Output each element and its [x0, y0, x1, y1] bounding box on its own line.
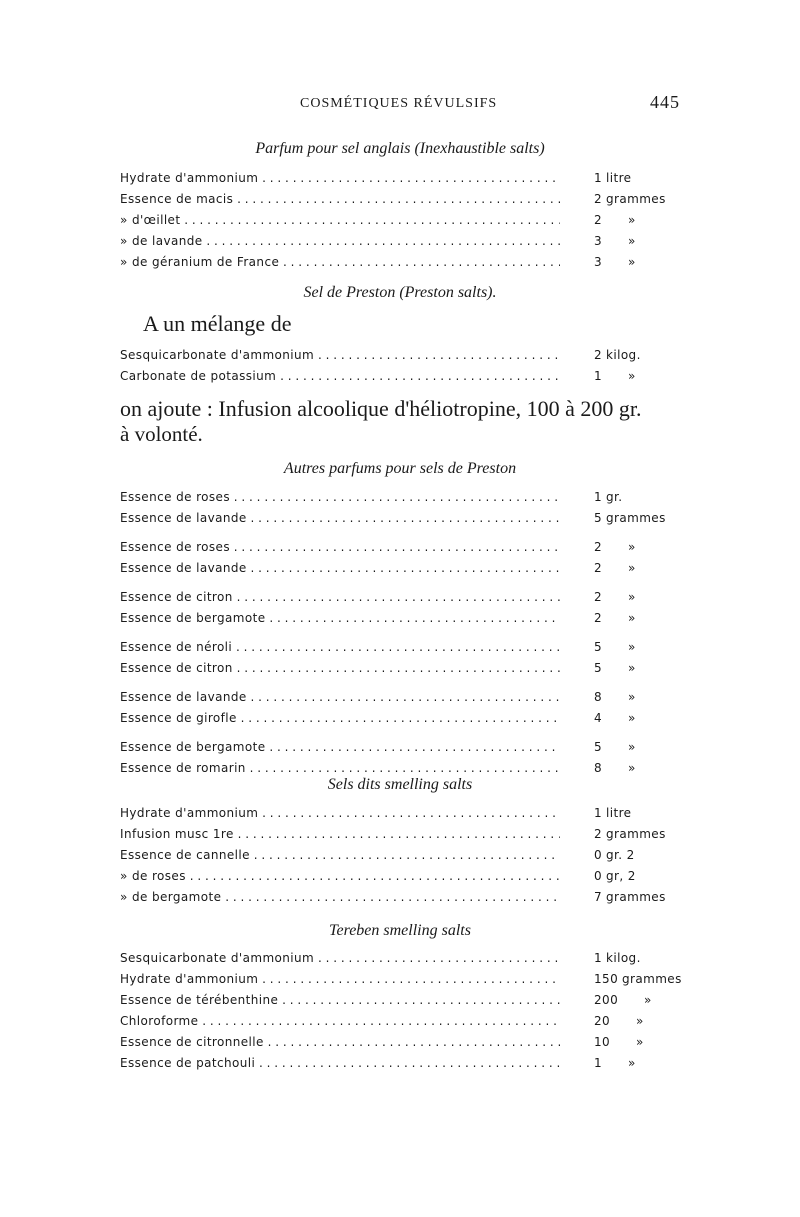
ingredient-amount: 2: [594, 192, 603, 206]
ingredient-unit: gr, 2: [606, 869, 636, 883]
ingredient-label: Chloroforme . . .: [120, 1011, 560, 1032]
ingredient-amount: 5: [594, 640, 603, 654]
table-row: [120, 345, 680, 366]
table-row: [120, 210, 680, 231]
ingredient-label: Essence de lavande . . .: [120, 508, 560, 529]
ingredient-amount: 5: [594, 740, 603, 754]
ingredient-amount: 1: [594, 951, 603, 965]
ingredient-label: Essence de girofle . . .: [120, 708, 560, 729]
ingredient-amount: 5: [594, 661, 603, 675]
table-row: [120, 608, 680, 629]
ditto-mark: »: [628, 640, 636, 654]
table-row: [120, 558, 680, 579]
ingredient-label: » de lavande . . .: [120, 231, 560, 252]
ditto-mark: »: [628, 711, 636, 725]
ingredient-unit: grammes: [622, 972, 682, 986]
ingredient-label: Essence de citronnelle . . .: [120, 1032, 560, 1053]
table-row: [120, 537, 680, 558]
table-row: [120, 637, 680, 658]
ingredient-label: » de géranium de France . . .: [120, 252, 560, 273]
ingredient-amount: 200: [594, 993, 619, 1007]
ditto-mark: »: [628, 611, 636, 625]
ingredient-amount: 8: [594, 690, 603, 704]
ingredient-label: Essence de bergamote . . .: [120, 737, 560, 758]
ingredient-unit: gr. 2: [606, 848, 635, 862]
ingredient-label: Essence de lavande . . .: [120, 558, 560, 579]
ingredient-amount: 10: [594, 1035, 611, 1049]
table-row: [120, 231, 680, 252]
ditto-mark: »: [636, 1014, 644, 1028]
ingredient-label: Sesquicarbonate d'ammonium . . .: [120, 948, 560, 969]
ditto-mark: »: [628, 1056, 636, 1070]
ingredient-label: Hydrate d'ammonium . . .: [120, 803, 560, 824]
running-head: [120, 92, 680, 116]
row-spacer: [120, 579, 680, 587]
ingredient-amount: 5: [594, 511, 603, 525]
ditto-mark: »: [628, 690, 636, 704]
table-row: [120, 969, 680, 990]
table-row: [120, 1053, 680, 1074]
ingredient-label: Essence de néroli . . .: [120, 637, 560, 658]
table-row: [120, 1011, 680, 1032]
ingredient-amount: 0: [594, 869, 603, 883]
ditto-mark: »: [636, 1035, 644, 1049]
ingredient-amount: 2: [594, 611, 603, 625]
ingredient-label: Essence de macis . . .: [120, 189, 560, 210]
table-row: [120, 948, 680, 969]
row-spacer: [120, 529, 680, 537]
table-row: [120, 845, 680, 866]
ingredient-amount: 1: [594, 490, 603, 504]
ingredient-unit: litre: [606, 171, 632, 185]
ingredient-label: Essence de citron . . .: [120, 587, 560, 608]
recipe-table-tereben-smelling-salts: [120, 948, 680, 1074]
ingredient-amount: 0: [594, 848, 603, 862]
table-row: [120, 887, 680, 908]
ingredient-amount: 20: [594, 1014, 611, 1028]
ingredient-label: Hydrate d'ammonium . . .: [120, 969, 560, 990]
ingredient-amount: 7: [594, 890, 603, 904]
table-row: [120, 1032, 680, 1053]
ditto-mark: »: [628, 213, 636, 227]
ingredient-amount: 150: [594, 972, 619, 986]
section-heading-tereben-smelling-salts: Tereben smelling salts: [329, 922, 471, 939]
ingredient-label: Hydrate d'ammonium . . .: [120, 168, 560, 189]
row-spacer: [120, 629, 680, 637]
ingredient-label: Essence de citron . . .: [120, 658, 560, 679]
ingredient-unit: grammes: [606, 890, 666, 904]
ingredient-amount: 2: [594, 590, 603, 604]
table-row: [120, 487, 680, 508]
ingredient-label: Essence de romarin . . .: [120, 758, 560, 779]
section-heading-smelling-salts: Sels dits smelling salts: [327, 776, 473, 793]
table-row: [120, 990, 680, 1011]
ditto-mark: »: [628, 590, 636, 604]
ingredient-label: Essence de bergamote . . .: [120, 608, 560, 629]
table-row: [120, 587, 680, 608]
ingredient-amount: 3: [594, 234, 603, 248]
ingredient-label: Sesquicarbonate d'ammonium . . .: [120, 345, 560, 366]
recipe-table-preston-salts: [120, 345, 680, 387]
section-heading-inexhaustible-salts: Parfum pour sel anglais (Inexhaustible salts): [255, 140, 545, 157]
ingredient-unit: grammes: [606, 827, 666, 841]
ditto-mark: »: [628, 369, 636, 383]
running-head-title: COSMÉTIQUES RÉVULSIFS: [300, 96, 498, 111]
ingredient-label: Essence de lavande . . .: [120, 687, 560, 708]
ingredient-label: » de bergamote . . .: [120, 887, 560, 908]
ditto-mark: »: [628, 234, 636, 248]
ingredient-label: Essence de térébenthine . . .: [120, 990, 560, 1011]
ingredient-label: Essence de roses . . .: [120, 537, 560, 558]
ditto-mark: »: [628, 540, 636, 554]
ingredient-amount: 1: [594, 369, 603, 383]
ingredient-unit: litre: [606, 806, 632, 820]
ingredient-amount: 3: [594, 255, 603, 269]
recipe-table-other-preston-perfumes: [120, 487, 680, 779]
ingredient-unit: grammes: [606, 511, 666, 525]
ingredient-amount: 2: [594, 827, 603, 841]
ingredient-amount: 2: [594, 561, 603, 575]
ingredient-label: » d'œillet . . .: [120, 210, 560, 231]
ditto-mark: »: [628, 561, 636, 575]
table-row: [120, 866, 680, 887]
ingredient-label: » de roses . . .: [120, 866, 560, 887]
page-number: 445: [650, 92, 680, 112]
row-spacer: [120, 679, 680, 687]
intro-text: A un mélange de: [143, 311, 292, 336]
ditto-mark: »: [644, 993, 652, 1007]
ditto-mark: »: [628, 740, 636, 754]
outro-text-line-1: on ajoute : Infusion alcoolique d'héliotropine, 100 à 200 gr.: [120, 396, 642, 421]
table-row: [120, 708, 680, 729]
ingredient-amount: 1: [594, 1056, 603, 1070]
table-row: [120, 366, 680, 387]
ingredient-label: Essence de roses . . .: [120, 487, 560, 508]
recipe-table-smelling-salts: [120, 803, 680, 908]
table-row: [120, 508, 680, 529]
row-spacer: [120, 729, 680, 737]
ingredient-label: Essence de patchouli . . .: [120, 1053, 560, 1074]
ingredient-amount: 2: [594, 213, 603, 227]
ingredient-amount: 1: [594, 171, 603, 185]
table-row: [120, 824, 680, 845]
table-row: [120, 658, 680, 679]
ingredient-unit: gr.: [606, 490, 623, 504]
ditto-mark: »: [628, 661, 636, 675]
ingredient-label: Carbonate de potassium . . .: [120, 366, 560, 387]
recipe-table-inexhaustible-salts: [120, 168, 680, 273]
ditto-mark: »: [628, 255, 636, 269]
table-row: [120, 803, 680, 824]
ingredient-amount: 4: [594, 711, 603, 725]
section-heading-preston-salts: Sel de Preston (Preston salts).: [303, 284, 497, 301]
ingredient-amount: 2: [594, 540, 603, 554]
table-row: [120, 252, 680, 273]
ingredient-unit: kilog.: [606, 348, 641, 362]
outro-text-line-2: à volonté.: [120, 422, 203, 446]
table-row: [120, 687, 680, 708]
ingredient-amount: 8: [594, 761, 603, 775]
ingredient-amount: 1: [594, 806, 603, 820]
ingredient-amount: 2: [594, 348, 603, 362]
ingredient-label: Essence de cannelle . . .: [120, 845, 560, 866]
ingredient-unit: kilog.: [606, 951, 641, 965]
ditto-mark: »: [628, 761, 636, 775]
table-row: [120, 189, 680, 210]
ingredient-unit: grammes: [606, 192, 666, 206]
table-row: [120, 737, 680, 758]
table-row: [120, 168, 680, 189]
section-heading-other-preston-perfumes: Autres parfums pour sels de Preston: [283, 460, 517, 477]
ingredient-label: Infusion musc 1re . . .: [120, 824, 560, 845]
